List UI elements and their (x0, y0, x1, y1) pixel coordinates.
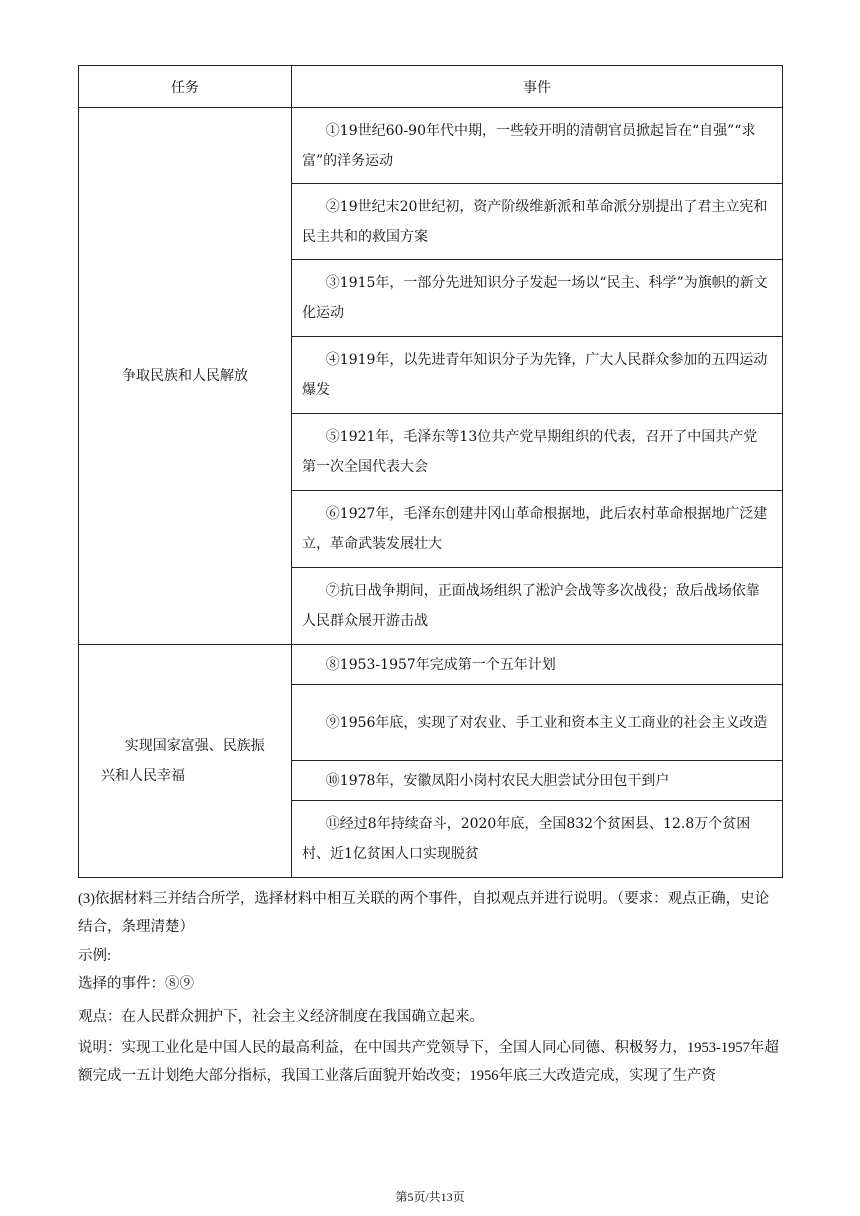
question-text: (3)依据材料三并结合所学，选择材料中相互关联的两个事件，自拟观点并进行说明。（要求：观点正确，史论结合，条理清楚） (78, 891, 770, 935)
table-row (79, 645, 783, 685)
event-cell: ①19世纪60-90年代中期，一些较开明的清朝官员掀起旨在“自强”“求富”的洋务运动 (292, 108, 783, 184)
event-cell: ④1919年，以先进青年知识分子为先锋，广大人民群众参加的五四运动爆发 (292, 337, 783, 414)
event-cell: ⑧1953-1957年完成第一个五年计划 (292, 645, 783, 685)
table-row (79, 108, 783, 184)
table-header-row (79, 66, 783, 108)
example-label: 示例: (78, 948, 112, 964)
event-cell: ⑤1921年，毛泽东等13位共产党早期组织的代表，召开了中国共产党第一次全国代表大会 (292, 414, 783, 491)
page-footer: 第5页/共13页 (395, 1190, 465, 1204)
event-cell: ⑦抗日战争期间，正面战场组织了淞沪会战等多次战役；敌后战场依靠人民群众展开游击战 (292, 568, 783, 645)
task-cell-prosperity (79, 645, 292, 878)
event-cell: ⑨1956年底，实现了对农业、手工业和资本主义工商业的社会主义改造 (292, 685, 783, 761)
event-cell: ③1915年，一部分先进知识分子发起一场以“民主、科学”为旗帜的新文化运动 (292, 260, 783, 337)
viewpoint-text: 观点：在人民群众拥护下，社会主义经济制度在我国确立起来。 (78, 1009, 484, 1025)
event-cell: ⑩1978年，安徽凤阳小岗村农民大胆尝试分田包干到户 (292, 761, 783, 801)
event-cell: ②19世纪末20世纪初，资产阶级维新派和革命派分别提出了君主立宪和民主共和的救国方案 (292, 184, 783, 260)
event-cell: ⑪经过8年持续奋斗，2020年底，全国832个贫困县、12.8万个贫困村、近1亿贫困人口实现脱贫 (292, 801, 783, 878)
header-event: 事件 (292, 66, 783, 108)
task-cell-liberation (79, 108, 292, 645)
header-task: 任务 (79, 66, 292, 108)
event-cell: ⑥1927年，毛泽东创建井冈山革命根据地，此后农村革命根据地广泛建立，革命武装发展壮大 (292, 491, 783, 568)
task-label: 争取民族和人民解放 (122, 368, 248, 384)
task-label: 实现国家富强、民族振兴和人民幸福 (101, 738, 265, 784)
selected-events: 选择的事件：⑧⑨ (78, 976, 194, 992)
events-table (78, 65, 783, 878)
explanation-text: 说明：实现工业化是中国人民的最高利益，在中国共产党领导下，全国人同心同德、积极努力，1953-1957年超额完成一五计划绝大部分指标，我国工业落后面貌开始改变；1956年底三大改造完成，实现了生产资 (78, 1040, 779, 1084)
